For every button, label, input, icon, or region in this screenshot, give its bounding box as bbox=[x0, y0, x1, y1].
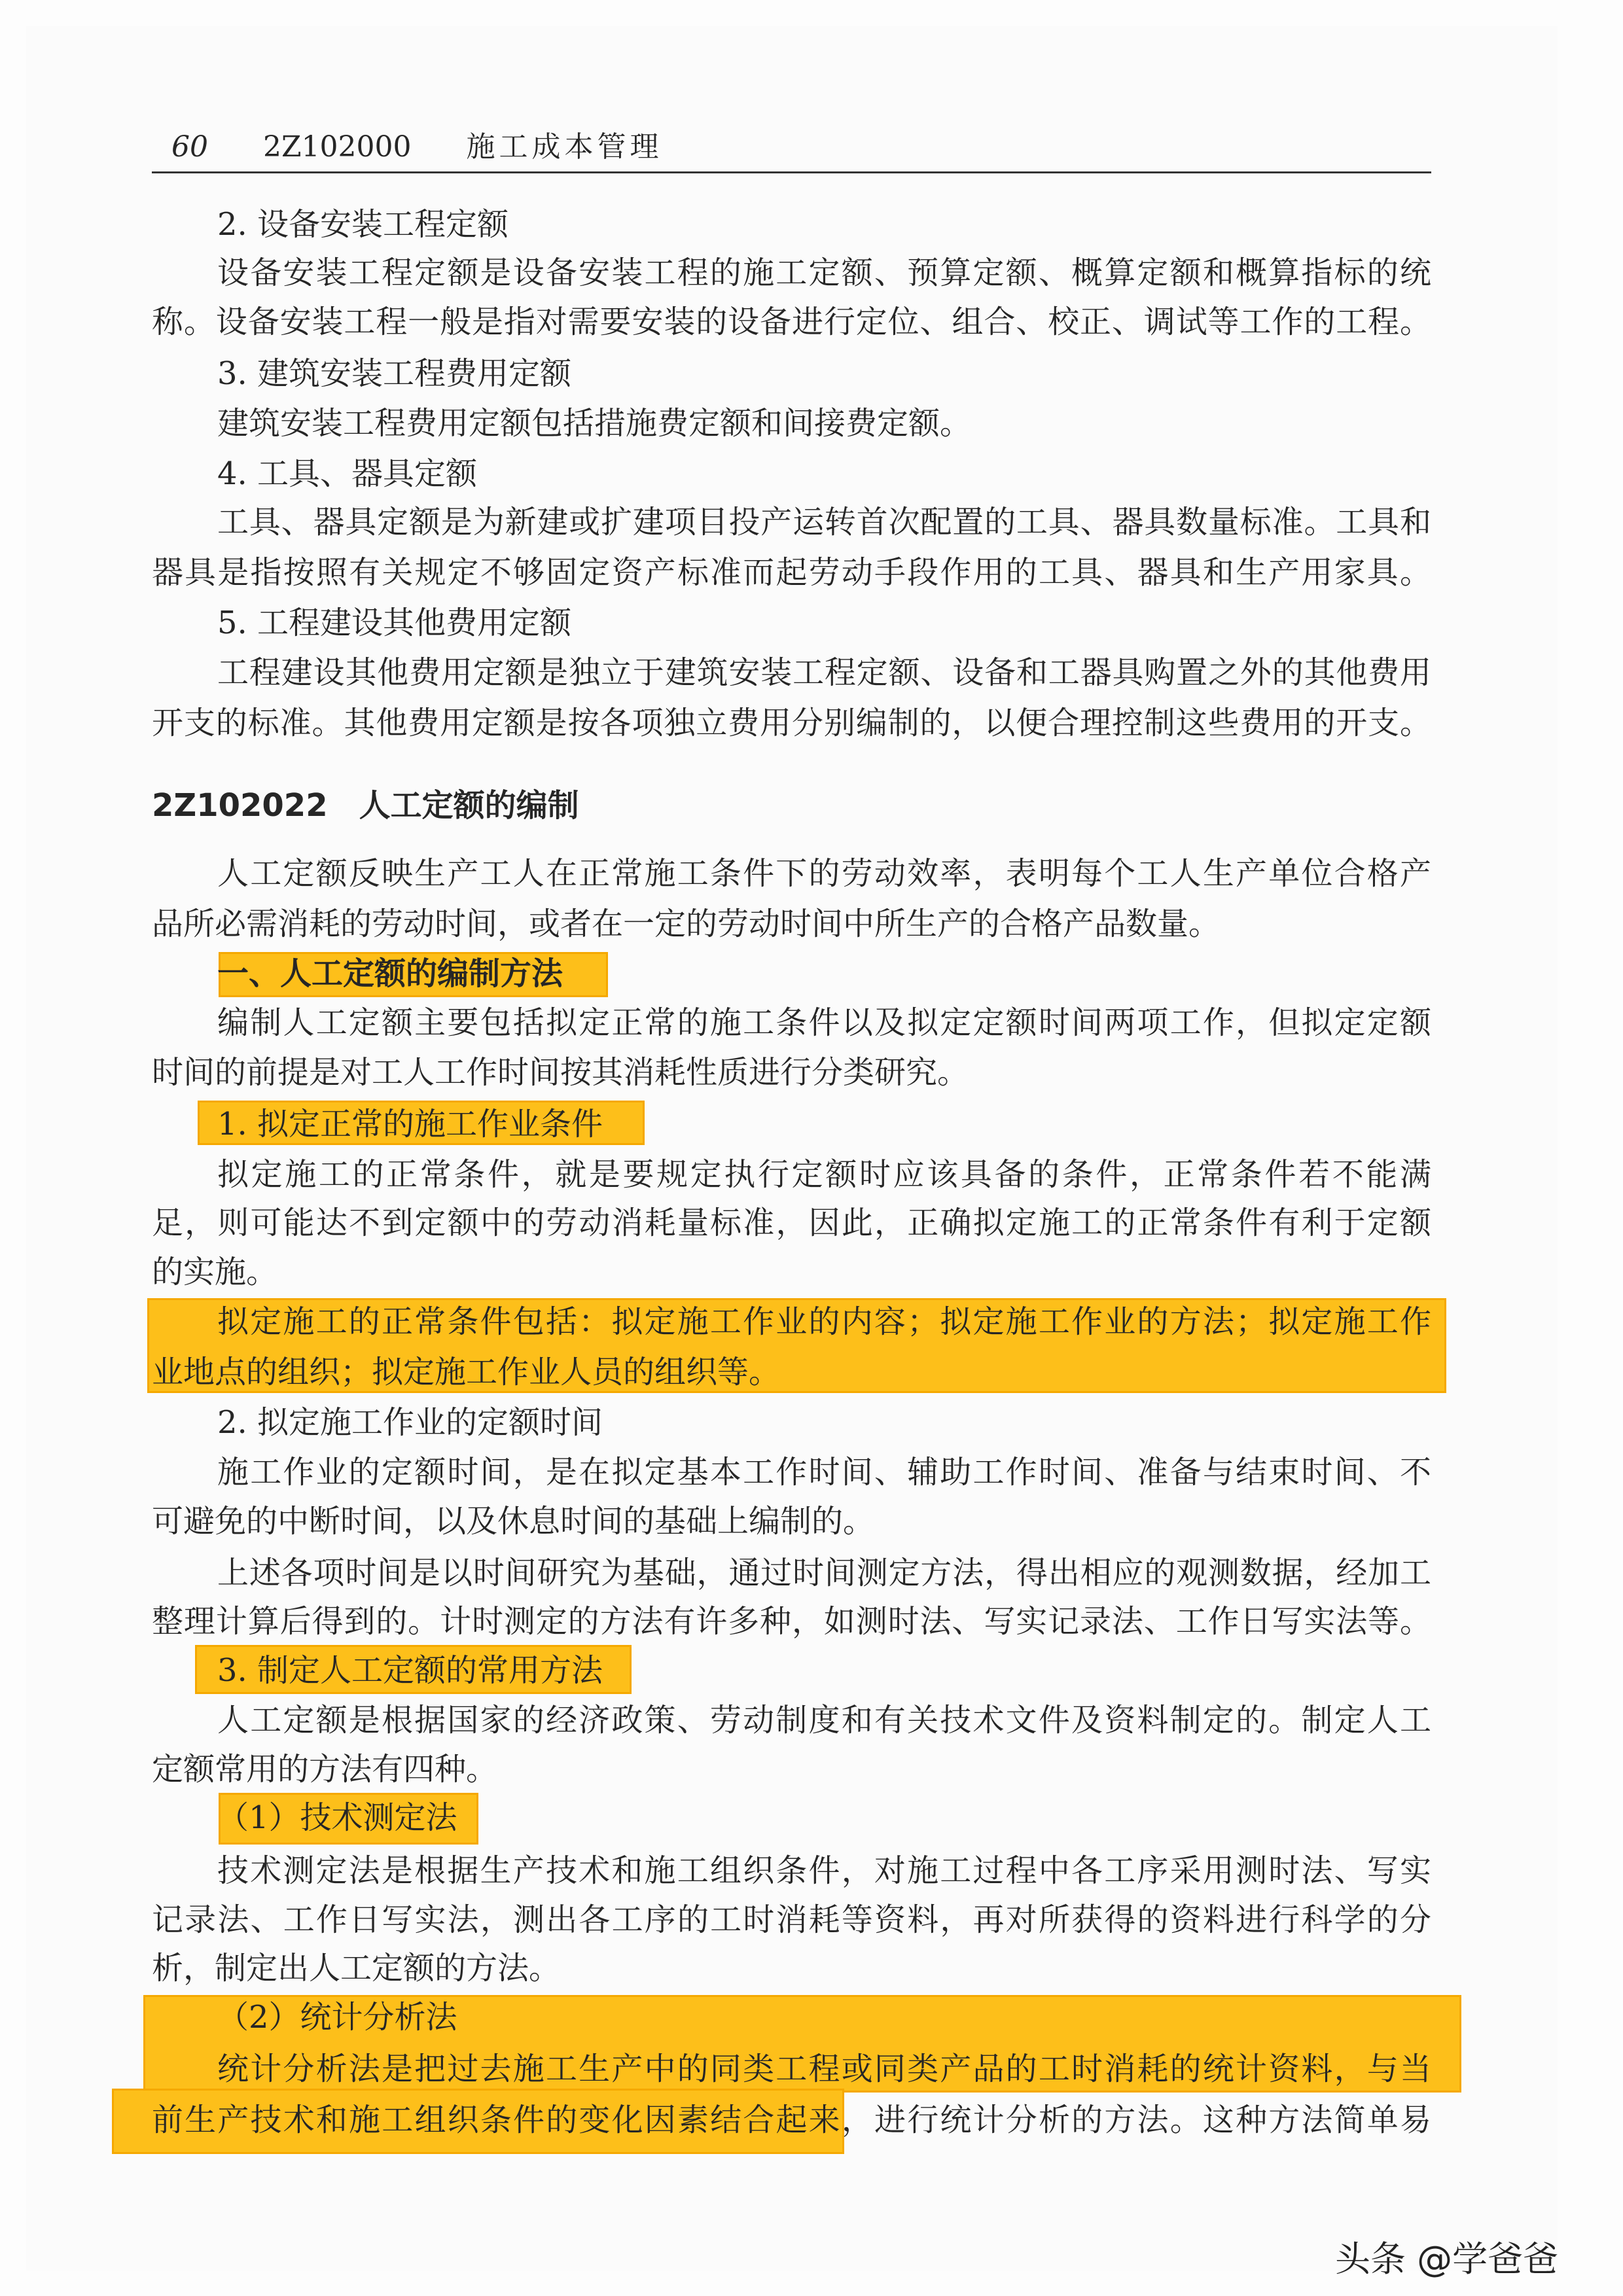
text-line: 编制人工定额主要包括拟定正常的施工条件以及拟定定额时间两项工作，但拟定定额 bbox=[217, 1004, 1431, 1041]
text-line: 人工定额反映生产工人在正常施工条件下的劳动效率，表明每个工人生产单位合格产 bbox=[217, 855, 1431, 892]
text-line: 工程建设其他费用定额是独立于建筑安装工程定额、设备和工器具购置之外的其他费用 bbox=[217, 654, 1431, 691]
watermark: 头条 @学爸爸 bbox=[1335, 2238, 1559, 2280]
subheading: 1. 拟定正常的施工作业条件 bbox=[217, 1106, 603, 1142]
text-line: 定额常用的方法有四种。 bbox=[152, 1751, 498, 1788]
text-line: 的实施。 bbox=[152, 1254, 278, 1290]
text-line: 技术测定法是根据生产技术和施工组织条件，对施工过程中各工序采用测时法、写实 bbox=[217, 1852, 1431, 1889]
running-header bbox=[171, 124, 709, 170]
text-line: 品所必需消耗的劳动时间，或者在一定的劳动时间中所生产的合格产品数量。 bbox=[152, 906, 1221, 942]
text-line: 工具、器具定额是为新建或扩建项目投产运转首次配置的工具、器具数量标准。工具和 bbox=[217, 504, 1431, 540]
text-line: 器具是指按照有关规定不够固定资产标准而起劳动手段作用的工具、器具和生产用家具。 bbox=[152, 554, 1431, 591]
subheading: 2. 拟定施工作业的定额时间 bbox=[217, 1404, 603, 1441]
subheading: （2）统计分析法 bbox=[217, 1999, 457, 2036]
text-line: 拟定施工的正常条件包括：拟定施工作业的内容；拟定施工作业的方法；拟定施工作 bbox=[217, 1303, 1431, 1340]
subheading: 5. 工程建设其他费用定额 bbox=[217, 605, 572, 641]
section-heading: 2Z102022 人工定额的编制 bbox=[152, 787, 579, 824]
subheading: 2. 设备安装工程定额 bbox=[217, 206, 509, 243]
text-line: 称。设备安装工程一般是指对需要安装的设备进行定位、组合、校正、调试等工作的工程。 bbox=[152, 304, 1431, 340]
text-line: 拟定施工的正常条件，就是要规定执行定额时应该具备的条件，正常条件若不能满 bbox=[217, 1156, 1431, 1193]
text-line: 前生产技术和施工组织条件的变化因素结合起来，进行统计分析的方法。这种方法简单易 bbox=[152, 2102, 1431, 2138]
chapter-code: 2Z102000 bbox=[263, 130, 412, 164]
text-line: 建筑安装工程费用定额包括措施费定额和间接费定额。 bbox=[217, 405, 972, 442]
header-rule bbox=[152, 171, 1431, 173]
text-line: 人工定额是根据国家的经济政策、劳动制度和有关技术文件及资料制定的。制定人工 bbox=[217, 1702, 1431, 1739]
text-line: 统计分析法是把过去施工生产中的同类工程或同类产品的工时消耗的统计资料，与当 bbox=[217, 2051, 1431, 2087]
subheading: 3. 建筑安装工程费用定额 bbox=[217, 355, 572, 392]
subheading: 一、人工定额的编制方法 bbox=[217, 955, 563, 992]
subheading: （1）技术测定法 bbox=[217, 1799, 457, 1836]
text-line: 可避免的中断时间，以及休息时间的基础上编制的。 bbox=[152, 1503, 875, 1540]
text-line: 设备安装工程定额是设备安装工程的施工定额、预算定额、概算定额和概算指标的统 bbox=[217, 255, 1431, 291]
subheading: 3. 制定人工定额的常用方法 bbox=[217, 1652, 603, 1689]
text-line: 足，则可能达不到定额中的劳动消耗量标准，因此，正确拟定施工的正常条件有利于定额 bbox=[152, 1205, 1431, 1241]
text-line: 施工作业的定额时间，是在拟定基本工作时间、辅助工作时间、准备与结束时间、不 bbox=[217, 1454, 1431, 1491]
text-line: 开支的标准。其他费用定额是按各项独立费用分别编制的，以便合理控制这些费用的开支。 bbox=[152, 705, 1431, 741]
text-line: 整理计算后得到的。计时测定的方法有许多种，如测时法、写实记录法、工作日写实法等。 bbox=[152, 1603, 1431, 1640]
subheading: 4. 工具、器具定额 bbox=[217, 455, 478, 492]
text-line: 析，制定出人工定额的方法。 bbox=[152, 1950, 561, 1987]
text-line: 业地点的组织；拟定施工作业人员的组织等。 bbox=[152, 1354, 781, 1390]
page-number: 60 bbox=[171, 130, 208, 164]
text-line: 记录法、工作日写实法，测出各工序的工时消耗等资料，再对所获得的资料进行科学的分 bbox=[152, 1901, 1431, 1938]
text-line: 时间的前提是对工人工作时间按其消耗性质进行分类研究。 bbox=[152, 1054, 969, 1091]
chapter-title: 施工成本管理 bbox=[466, 130, 663, 164]
text-line: 上述各项时间是以时间研究为基础，通过时间测定方法，得出相应的观测数据，经加工 bbox=[217, 1555, 1431, 1591]
